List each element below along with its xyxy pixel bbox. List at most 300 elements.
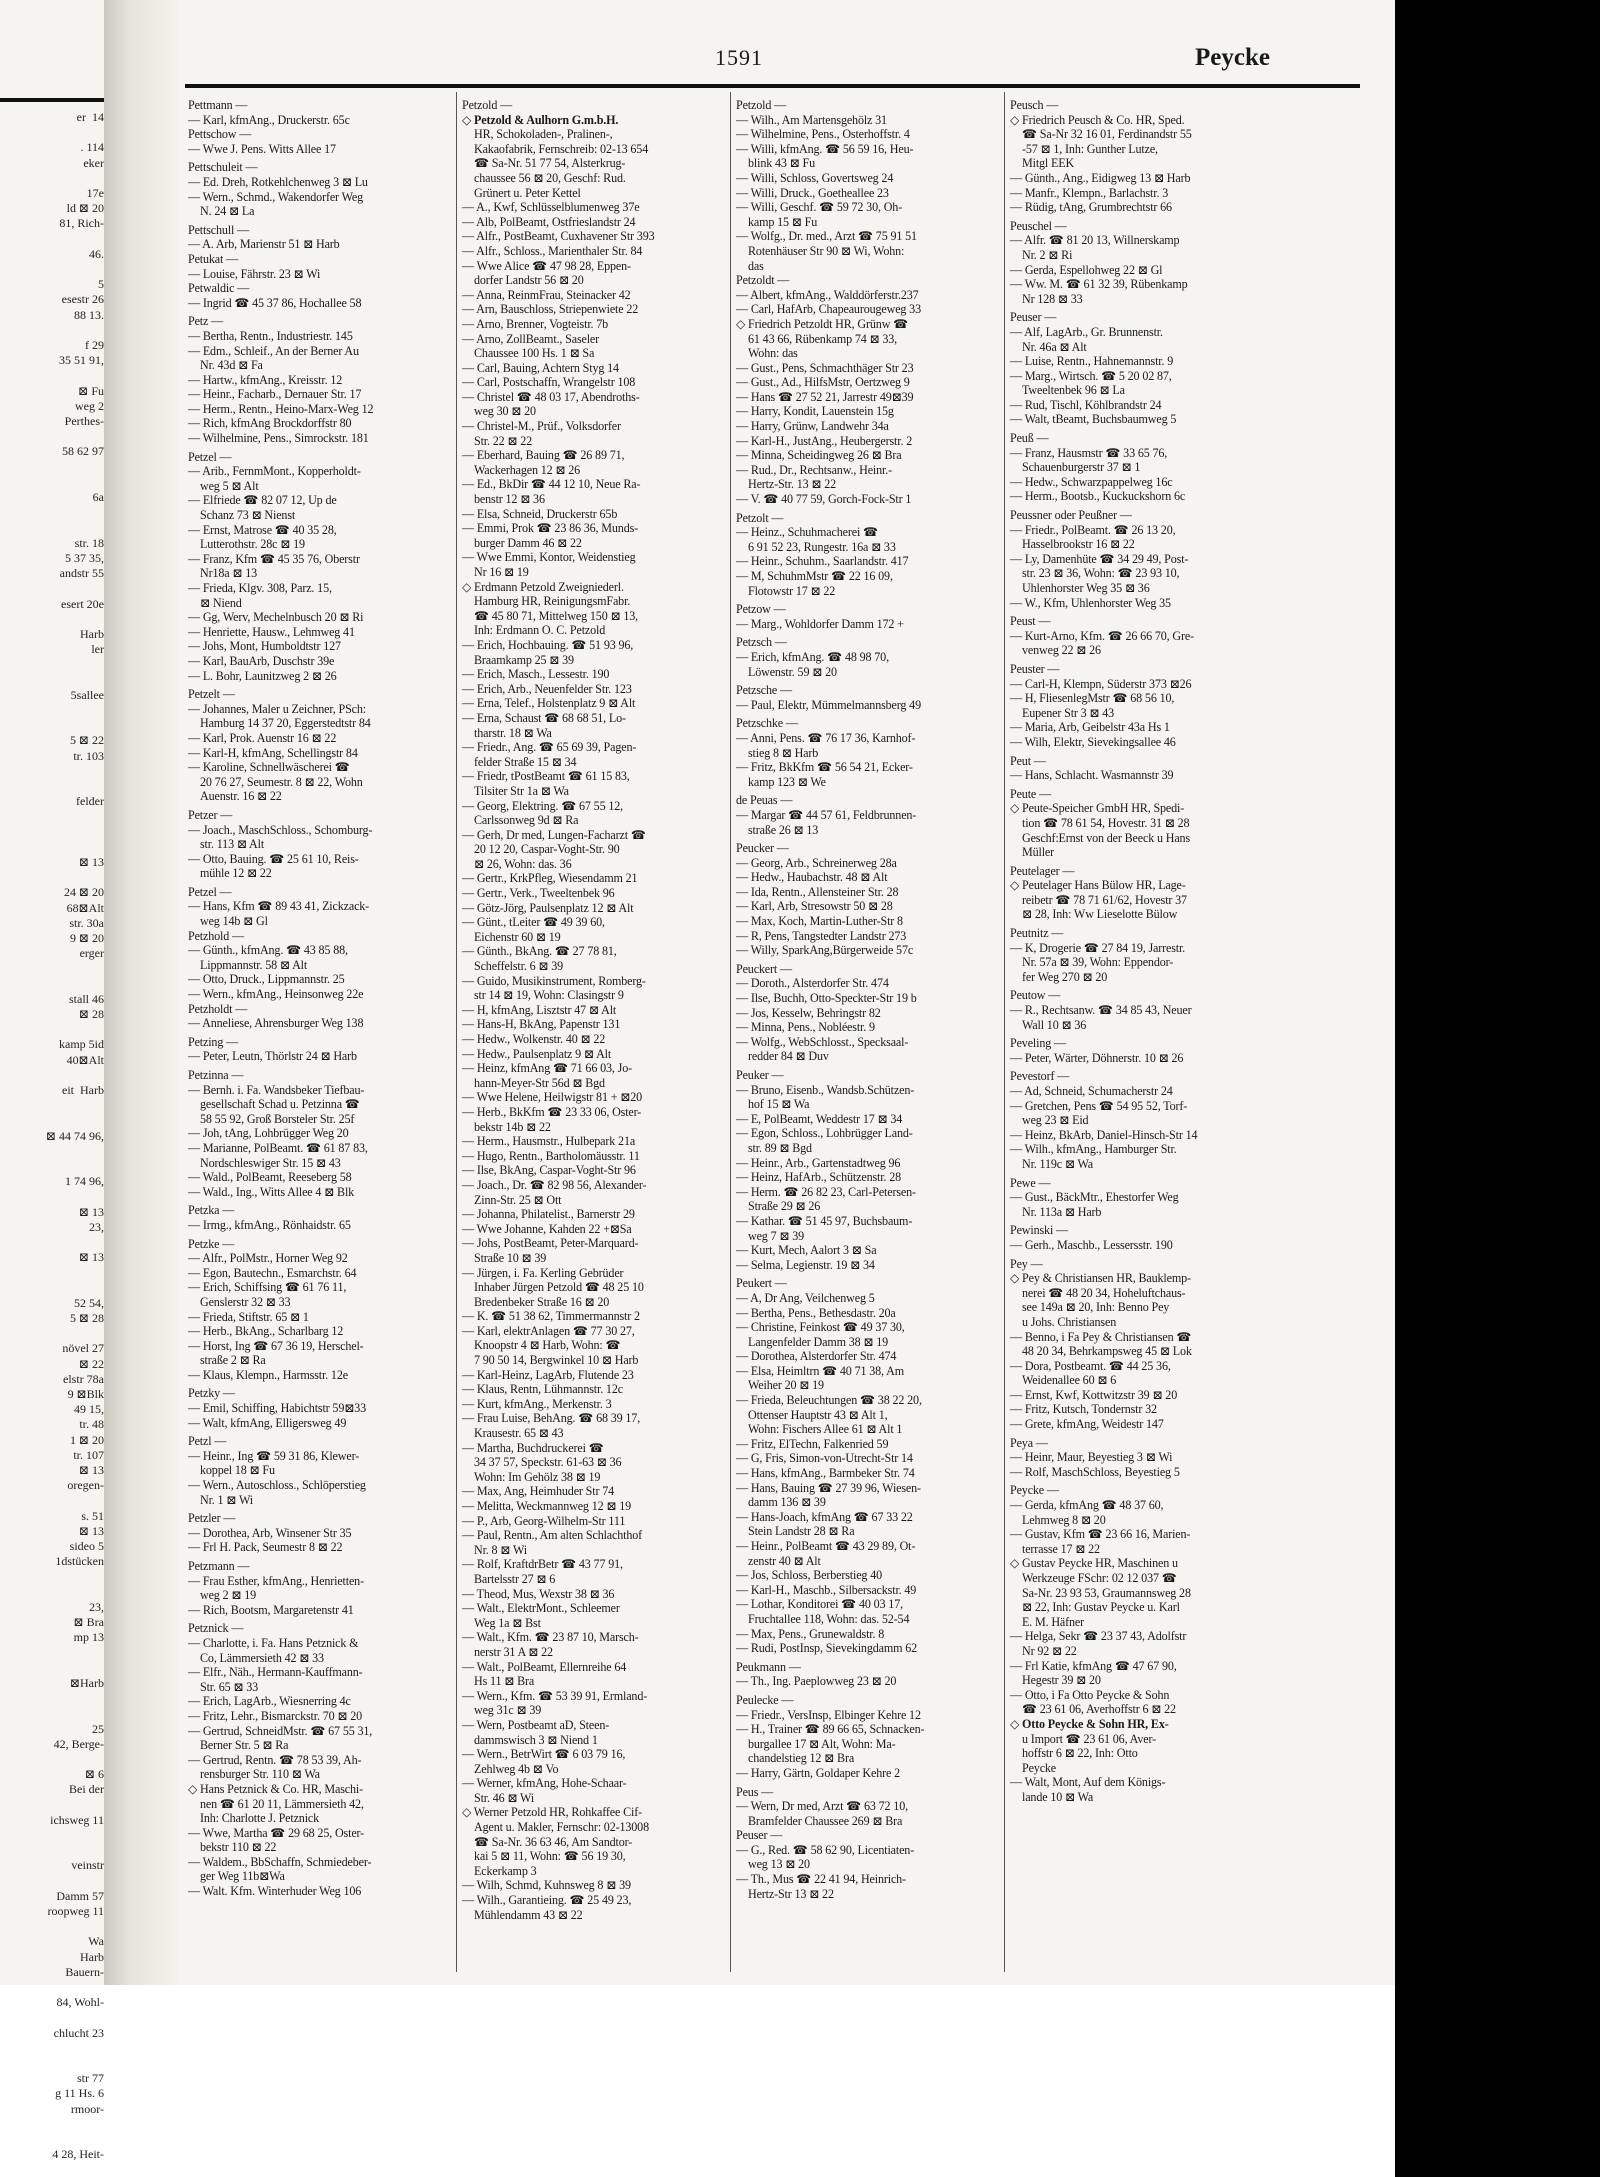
directory-entry-line: Peus — xyxy=(736,1784,774,1799)
directory-entry-line: — Dora, Postbeamt. ☎ 44 25 36, xyxy=(1010,1358,1171,1373)
directory-entry-line: Peya — xyxy=(1010,1435,1048,1450)
directory-entry-line: Tweeltenbek 96 ⊠ La xyxy=(1022,383,1125,398)
directory-entry-line: Uhlenhorster Weg 35 ⊠ 36 xyxy=(1022,581,1150,595)
directory-entry-line: — Günth., kfmAng. ☎ 43 85 88, xyxy=(188,943,348,958)
directory-entry-line: Grünert u. Peter Kettel xyxy=(474,185,581,200)
directory-entry-line: — V. ☎ 40 77 59, Gorch-Fock-Str 1 xyxy=(736,492,912,507)
directory-entry-line: Petzow — xyxy=(736,602,786,617)
directory-entry-line: mühle 12 ⊠ 22 xyxy=(200,866,272,881)
directory-entry-line: — Friedr, tPostBeamt ☎ 61 15 83, xyxy=(462,769,630,784)
scan-background-right xyxy=(1395,0,1600,2177)
directory-entry-line: -57 ⊠ 1, Inh: Gunther Lutze, xyxy=(1022,141,1158,156)
directory-entry-line: — Georg, Elektring. ☎ 67 55 12, xyxy=(462,798,624,813)
directory-entry-line: Bartelsstr 27 ⊠ 6 xyxy=(474,1571,556,1586)
directory-entry-line: Genslerstr 32 ⊠ 33 xyxy=(200,1294,291,1309)
directory-entry-line: Nr 128 ⊠ 33 xyxy=(1022,291,1083,306)
directory-entry-line: ⊠ 22, Inh: Gustav Peycke u. Karl xyxy=(1022,1600,1180,1615)
directory-entry-line: — Frl Katie, kfmAng ☎ 47 67 90, xyxy=(1010,1658,1177,1673)
directory-entry-line: — Gertr., Verk., Tweeltenbek 96 xyxy=(462,886,615,901)
directory-entry-line: — Wern., BetrWirt ☎ 6 03 79 16, xyxy=(462,1747,626,1762)
directory-entry-line: — Joach., MaschSchloss., Schomburg- xyxy=(188,822,373,837)
directory-entry-line: — Emil, Schiffing, Habichtstr 59⊠33 xyxy=(188,1401,366,1416)
directory-entry-line: — Fritz, ElTechn, Falkenried 59 xyxy=(736,1436,889,1451)
directory-entry-line: Werkzeuge FSchr: 02 12 037 ☎ xyxy=(1022,1571,1177,1585)
directory-entry-line: Petzka — xyxy=(188,1203,235,1218)
directory-entry-line: — Gg, Werv, Mechelnbusch 20 ⊠ Ri xyxy=(188,610,364,625)
directory-entry-line: — Paul, Rentn., Am alten Schlachthof xyxy=(462,1528,643,1543)
directory-entry-line: Pettmann — xyxy=(188,98,248,112)
directory-entry-line: ⊠ Niend xyxy=(200,595,242,610)
directory-entry-line: Ottenser Hauptstr 43 ⊠ Alt 1, xyxy=(748,1407,888,1422)
directory-entry-line: Petznick — xyxy=(188,1621,244,1636)
directory-entry-line: Nr. 119c ⊠ Wa xyxy=(1022,1156,1094,1171)
directory-entry-line: Petzing — xyxy=(188,1034,239,1049)
left-fragment-line: 1 ⊠ 20 xyxy=(69,1432,104,1447)
directory-entry-line: ◇ Petzold & Aulhorn G.m.b.H. xyxy=(462,112,619,127)
left-fragment-line xyxy=(0,657,104,672)
directory-entry-line: ◇ Friedrich Peusch & Co. HR, Sped. xyxy=(1010,112,1185,127)
left-fragment-line xyxy=(0,612,104,627)
directory-entry-line: — Gerh., Maschb., Lessersstr. 190 xyxy=(1010,1237,1173,1252)
directory-entry-line: Nr18a ⊠ 13 xyxy=(200,566,257,581)
directory-entry-line: — Heinr, Maur, Beyestieg 3 ⊠ Wi xyxy=(1010,1450,1173,1465)
directory-entry-line: — Gerh, Dr med, Lungen-Facharzt ☎ xyxy=(462,827,646,842)
directory-entry-line: — Heinr., Facharb., Dernauer Str. 17 xyxy=(188,387,362,402)
directory-entry-line: — Christine, Feinkost ☎ 49 37 30, xyxy=(736,1320,905,1335)
directory-entry-line: — Gertr., KrkPfleg, Wiesendamm 21 xyxy=(462,871,638,886)
directory-entry-line: Fruchtallee 118, Wohn: das. 52-54 xyxy=(748,1611,910,1626)
left-fragment-line xyxy=(0,825,104,840)
directory-entry-line: hoffstr 6 ⊠ 22, Inh: Otto xyxy=(1022,1746,1138,1761)
directory-entry-line: — Kathar. ☎ 51 45 97, Buchsbaum- xyxy=(736,1213,913,1228)
directory-entry-line: weg 30 ⊠ 20 xyxy=(474,404,536,419)
directory-entry-line: — Wilh., Garantieing. ☎ 25 49 23, xyxy=(462,1893,632,1908)
directory-entry-line: — H., Trainer ☎ 89 66 65, Schnacken- xyxy=(736,1722,925,1737)
left-fragment-line: 5 ⊠ 28 xyxy=(69,1311,104,1326)
directory-entry-line: Hegestr 39 ⊠ 20 xyxy=(1022,1673,1101,1688)
directory-entry-line: ☎ Sa-Nr 32 16 01, Ferdinandstr 55 xyxy=(1022,127,1192,142)
directory-entry-line: — Waldem., BbSchaffn, Schmiedeber- xyxy=(188,1854,372,1869)
directory-entry-line: Nordschleswiger Str. 15 ⊠ 43 xyxy=(200,1155,341,1170)
directory-entry-line: reibetr ☎ 78 71 61/62, Hovestr 37 xyxy=(1022,892,1187,907)
directory-entry-line: — Rich, Bootsm, Margaretenstr 41 xyxy=(188,1602,354,1617)
directory-entry-line: — Johs, PostBeamt, Peter-Marquard- xyxy=(462,1236,639,1251)
directory-entry-line: ◇ Peutelager Hans Bülow HR, Lage- xyxy=(1010,878,1186,893)
directory-entry-line: — Henriette, Hausw., Lehmweg 41 xyxy=(188,624,355,639)
directory-entry-line: benstr 12 ⊠ 36 xyxy=(474,492,545,507)
directory-entry-line: — Alfr. ☎ 81 20 13, Willnerskamp xyxy=(1010,233,1180,248)
left-fragment-line xyxy=(0,1159,104,1174)
directory-entry-line: — Erich, Masch., Lessestr. 190 xyxy=(462,667,610,682)
directory-entry-line: — Christel-M., Prüf., Volksdorfer xyxy=(462,419,621,434)
left-fragment-line: ⊠ 13 xyxy=(78,1204,104,1219)
left-fragment-line: ⊠ 13 xyxy=(78,1463,104,1478)
directory-entry-line: — Rolf, MaschSchloss, Beyestieg 5 xyxy=(1010,1464,1180,1479)
left-fragment-line: mp 13 xyxy=(73,1630,104,1645)
directory-entry-line: Weiher 20 ⊠ 19 xyxy=(748,1378,824,1393)
directory-entry-line: Petzoldt — xyxy=(736,273,790,288)
directory-entry-line: 20 76 27, Seumestr. 8 ⊠ 22, Wohn xyxy=(200,774,363,789)
directory-entry-line: — Frieda, Stiftstr. 65 ⊠ 1 xyxy=(188,1309,309,1324)
left-fragment-line xyxy=(0,125,104,140)
left-fragment-line: ⊠Harb xyxy=(69,1675,104,1690)
directory-entry-line: weg 2 ⊠ 19 xyxy=(200,1588,256,1603)
directory-entry-line: — Gertrud, Rentn. ☎ 78 53 39, Ah- xyxy=(188,1752,362,1767)
directory-entry-line: — Otto, i Fa Otto Peycke & Sohn xyxy=(1010,1687,1170,1702)
directory-entry-line: — Willi, Geschf. ☎ 59 72 30, Oh- xyxy=(736,200,903,215)
directory-entry-line: — Wern., Schmd., Wakendorfer Weg xyxy=(188,189,363,204)
directory-entry-line: — Lothar, Konditorei ☎ 40 03 17, xyxy=(736,1597,903,1612)
directory-entry-line: — Th., Mus ☎ 22 41 94, Heinrich- xyxy=(736,1872,906,1887)
directory-entry-line: Petzhold — xyxy=(188,928,244,943)
directory-entry-line: — Manfr., Klempn., Barlachstr. 3 xyxy=(1010,185,1169,200)
directory-entry-line: — Herm., Bootsb., Kuckuckshorn 6c xyxy=(1010,489,1186,504)
directory-entry-line: — Wilhelmine, Pens., Simrockstr. 181 xyxy=(188,431,369,446)
directory-entry-line: Berner Str. 5 ⊠ Ra xyxy=(200,1738,289,1753)
left-fragment-line: 9 ⊠Blk xyxy=(67,1387,104,1402)
left-fragment-line xyxy=(0,1798,104,1813)
directory-entry-line: — M, SchuhmMstr ☎ 22 16 09, xyxy=(736,569,893,583)
left-fragment-line xyxy=(0,1752,104,1767)
directory-entry-line: — Klaus, Klempn., Harmsstr. 12e xyxy=(188,1367,348,1382)
left-fragment-line xyxy=(0,2010,104,2025)
directory-entry-line: Eckerkamp 3 xyxy=(474,1863,537,1878)
left-fragment-line: növel 27 xyxy=(62,1341,104,1356)
directory-entry-line: — Karl, Prok. Auenstr 16 ⊠ 22 xyxy=(188,730,337,745)
directory-entry-line: ☎ 45 80 71, Mittelweg 150 ⊠ 13, xyxy=(474,608,638,623)
directory-entry-line: — Helga, Sekr ☎ 23 37 43, Adolfstr xyxy=(1010,1629,1187,1644)
directory-entry-line: kai 5 ⊠ 11, Wohn: ☎ 56 19 30, xyxy=(474,1849,626,1864)
directory-entry-line: Peut — xyxy=(1010,753,1046,768)
directory-entry-line: straße 2 ⊠ Ra xyxy=(200,1353,266,1368)
left-fragment-line xyxy=(0,673,104,688)
directory-entry-line: — Carl, Postschaffn, Wrangelstr 108 xyxy=(462,375,636,390)
directory-entry-line: — Willi, kfmAng. ☎ 56 59 16, Heu- xyxy=(736,141,914,156)
directory-entry-line: 34 37 57, Speckstr. 61-63 ⊠ 36 xyxy=(474,1455,622,1470)
directory-entry-line: — Ernst, Matrose ☎ 40 35 28, xyxy=(188,522,337,537)
directory-entry-line: kamp 123 ⊠ We xyxy=(748,774,826,789)
directory-column-2 xyxy=(462,98,724,1978)
directory-entry-line: — Joh, tAng, Lohbrügger Weg 20 xyxy=(188,1126,349,1141)
directory-entry-line: rensburger Str. 110 ⊠ Wa xyxy=(200,1767,320,1782)
directory-entry-line: — A. Arb, Marienstr 51 ⊠ Harb xyxy=(188,237,340,252)
directory-entry-line: — Erich, LagArb., Wiesnerring 4c xyxy=(188,1694,351,1709)
directory-entry-line: — Bertha, Pens., Bethesdastr. 20a xyxy=(736,1305,896,1320)
directory-entry-line: nen ☎ 61 20 11, Lämmersieth 42, xyxy=(200,1796,364,1811)
directory-entry-line: — Georg, Arb., Schreinerweg 28a xyxy=(736,855,897,870)
left-fragment-line xyxy=(0,460,104,475)
directory-entry-line: — Wern., kfmAng., Heinsonweg 22e xyxy=(188,987,364,1002)
directory-entry-line: tion ☎ 78 61 54, Hovestr. 31 ⊠ 28 xyxy=(1022,815,1190,830)
directory-entry-line: terrasse 17 ⊠ 22 xyxy=(1022,1541,1100,1556)
directory-entry-line: weg 31c ⊠ 39 xyxy=(474,1703,542,1718)
directory-entry-line: — Erna, Schaust ☎ 68 68 51, Lo- xyxy=(462,710,626,725)
directory-entry-line: — Carl-H, Klempn, Süderstr 373 ⊠26 xyxy=(1010,676,1192,691)
directory-entry-line: ☎ Sa-Nr. 51 77 54, Alsterkrug- xyxy=(474,156,626,171)
left-fragment-line xyxy=(0,1980,104,1995)
directory-entry-line: — Frieda, Klgv. 308, Parz. 15, xyxy=(188,581,332,595)
directory-entry-line: Peycke xyxy=(1022,1760,1057,1775)
directory-entry-line: Petwaldic — xyxy=(188,281,250,296)
directory-entry-line: Pey — xyxy=(1010,1256,1043,1271)
directory-entry-line: — Peter, Wärter, Döhnerstr. 10 ⊠ 26 xyxy=(1010,1050,1184,1065)
left-fragment-line: esestr 26 xyxy=(61,292,104,307)
directory-entry-line: Schanz 73 ⊠ Nienst xyxy=(200,508,296,523)
directory-entry-line: Str. 22 ⊠ 22 xyxy=(474,433,533,448)
directory-entry-line: — Hans, Schlacht. Wasmannstr 39 xyxy=(1010,768,1174,783)
directory-entry-line: — Gust., BäckMtr., Ehestorfer Weg xyxy=(1010,1190,1179,1205)
directory-entry-line: — Wald., Ing., Witts Allee 4 ⊠ Blk xyxy=(188,1184,355,1199)
directory-entry-line: — Marg., Wirtsch. ☎ 5 20 02 87, xyxy=(1010,368,1172,383)
directory-entry-line: — Ernst, Kwf, Kottwitzstr 39 ⊠ 20 xyxy=(1010,1387,1178,1402)
directory-entry-line: hann-Meyer-Str 56d ⊠ Bgd xyxy=(474,1075,605,1090)
directory-entry-line: — Friedr., PolBeamt. ☎ 26 13 20, xyxy=(1010,522,1176,537)
directory-entry-line: — Heinr., PolBeamt ☎ 43 29 89, Ot- xyxy=(736,1539,916,1553)
directory-entry-line: Inhaber Jürgen Petzold ☎ 48 25 10 xyxy=(474,1280,644,1295)
directory-entry-line: — Wern, Dr med, Arzt ☎ 63 72 10, xyxy=(736,1799,908,1814)
directory-entry-line: Weg 1a ⊠ Bst xyxy=(474,1615,541,1630)
left-fragment-line: ⊠ Bra xyxy=(73,1615,104,1630)
directory-entry-line: — Wilh, Elektr, Sievekingsallee 46 xyxy=(1010,734,1176,749)
directory-entry-line: — Max, Koch, Martin-Luther-Str 8 xyxy=(736,914,903,929)
directory-entry-line: Hasselbrookstr 16 ⊠ 22 xyxy=(1022,537,1135,552)
directory-entry-line: Peukmann — xyxy=(736,1659,801,1674)
directory-entry-line: — Heinr., Arb., Gartenstadtweg 96 xyxy=(736,1155,901,1170)
directory-entry-line: — Harry, Gärtn, Goldaper Kehre 2 xyxy=(736,1765,900,1780)
directory-entry-line: — Jürgen, i. Fa. Kerling Gebrüder xyxy=(462,1265,624,1280)
directory-entry-line: Co, Lämmersieth 42 ⊠ 33 xyxy=(200,1650,324,1665)
directory-entry-line: — Karl, BauArb, Duschstr 39e xyxy=(188,653,335,668)
directory-entry-line: weg 5 ⊠ Alt xyxy=(200,478,259,493)
directory-entry-line: weg 23 ⊠ Eid xyxy=(1022,1113,1089,1128)
directory-entry-line: Bramfelder Chaussee 269 ⊠ Bra xyxy=(748,1813,903,1828)
left-fragment-line: 23, xyxy=(89,1219,104,1234)
directory-entry-line: Schauenburgerstr 37 ⊠ 1 xyxy=(1022,460,1141,475)
directory-entry-line: — Minna, Scheidingweg 26 ⊠ Bra xyxy=(736,448,902,463)
left-fragment-line: Harb xyxy=(80,626,104,641)
left-fragment-line xyxy=(0,2117,104,2132)
directory-entry-line: — Hans, Bauing ☎ 27 39 96, Wiesen- xyxy=(736,1480,921,1495)
left-fragment-line: 6a xyxy=(92,490,104,505)
left-fragment-line: Perthes- xyxy=(64,414,104,429)
directory-entry-line: — Martha, Buchdruckerei ☎ xyxy=(462,1440,604,1455)
left-fragment-line: str. 18 xyxy=(74,535,104,550)
left-fragment-line: er 14 xyxy=(76,110,104,124)
directory-entry-line: — Wwe, Martha ☎ 29 68 25, Oster- xyxy=(188,1825,365,1840)
directory-entry-line: Nr. 8 ⊠ Wi xyxy=(474,1542,527,1557)
directory-entry-line: — Johs, Mont, Humboldtstr 127 xyxy=(188,639,341,654)
left-fragment-line xyxy=(0,1843,104,1858)
directory-entry-line: — Wwe Helene, Heilwigstr 81 + ⊠20 xyxy=(462,1090,643,1105)
directory-entry-line: chaussee 56 ⊠ 20, Geschf: Rud. xyxy=(474,170,626,185)
column-divider xyxy=(730,92,731,1972)
directory-entry-line: — Rich, kfmAng Brockdorffstr 80 xyxy=(188,416,352,431)
left-fragment-line: veinstr xyxy=(71,1858,104,1873)
left-fragment-line xyxy=(0,2056,104,2071)
directory-entry-line: — Ilse, Buchh, Otto-Speckter-Str 19 b xyxy=(736,991,917,1006)
directory-entry-line: — Willi, Druck., Goetheallee 23 xyxy=(736,185,889,200)
directory-entry-line: N. 24 ⊠ La xyxy=(200,204,255,219)
left-fragment-line: oregen- xyxy=(67,1478,104,1493)
directory-entry-line: — Willi, Schloss, Govertsweg 24 xyxy=(736,170,894,185)
directory-entry-line: Nr. 2 ⊠ Ri xyxy=(1022,247,1073,262)
directory-entry-line: Zehlweg 4b ⊠ Vo xyxy=(474,1761,559,1776)
directory-entry-line: — Hans-Joach, kfmAng ☎ 67 33 22 xyxy=(736,1509,913,1524)
directory-entry-line: — Heinz, kfmAng ☎ 71 66 03, Jo- xyxy=(462,1061,632,1076)
directory-entry-line: — Hedw., Wolkenstr. 40 ⊠ 22 xyxy=(462,1032,606,1046)
directory-entry-line: — Friedr., VersInsp, Elbinger Kehre 12 xyxy=(736,1707,921,1722)
left-fragment-line: Bauern- xyxy=(65,1964,104,1979)
left-fragment-line xyxy=(0,840,104,855)
left-fragment-line xyxy=(0,809,104,824)
directory-entry-line: Braamkamp 25 ⊠ 39 xyxy=(474,652,574,667)
directory-entry-line: Nr. 113a ⊠ Harb xyxy=(1022,1204,1102,1219)
left-fragment-line: s. 51 xyxy=(81,1508,104,1523)
directory-entry-line: Hamburg HR, ReinigungsmFabr. xyxy=(474,594,631,609)
directory-entry-line: — Ed., BkDir ☎ 44 12 10, Neue Ra- xyxy=(462,477,641,492)
directory-entry-line: — Irmg., kfmAng., Rönhaidstr. 65 xyxy=(188,1217,351,1232)
directory-entry-line: ◇ Friedrich Petzoldt HR, Grünw ☎ xyxy=(736,316,909,331)
directory-entry-line: Petzelt — xyxy=(188,687,235,702)
directory-entry-line: Hamburg 14 37 20, Eggerstedtstr 84 xyxy=(200,716,371,731)
left-fragment-line xyxy=(0,1691,104,1706)
left-fragment-line: 81, Rich- xyxy=(59,216,104,231)
directory-entry-line: Stein Landstr 28 ⊠ Ra xyxy=(748,1524,855,1539)
directory-entry-line: lande 10 ⊠ Wa xyxy=(1022,1789,1094,1804)
directory-entry-line: — Alfr., PolMstr., Horner Weg 92 xyxy=(188,1251,348,1266)
directory-entry-line: — Karl, kfmAng., Druckerstr. 65c xyxy=(188,112,350,127)
directory-entry-line: — Hans-H, BkAng, Papenstr 131 xyxy=(462,1017,621,1032)
directory-entry-line: — Alb, PolBeamt, Ostfrieslandstr 24 xyxy=(462,214,636,229)
left-fragment-line xyxy=(0,520,104,535)
directory-entry-line: — Guido, Musikinstrument, Romberg- xyxy=(462,973,646,988)
directory-entry-line: — Karl-Heinz, LagArb, Flutende 23 xyxy=(462,1367,634,1382)
directory-entry-line: — Günt., tLeiter ☎ 49 39 60, xyxy=(462,915,605,930)
directory-entry-line: — Hedw., Haubachstr. 48 ⊠ Alt xyxy=(736,870,888,885)
directory-entry-line: — Heinr., Schuhm., Saarlandstr. 417 xyxy=(736,554,909,569)
directory-entry-line: — Ly, Damenhüte ☎ 34 29 49, Post- xyxy=(1010,551,1189,566)
left-fragment-line: tr. 48 xyxy=(79,1417,104,1432)
left-fragment-line: stall 46 xyxy=(69,991,104,1006)
directory-entry-line: — Elfr., Näh., Hermann-Kauffmann- xyxy=(188,1665,363,1680)
directory-entry-line: — Elsa, Heimltrn ☎ 40 71 38, Am xyxy=(736,1363,904,1378)
directory-entry-line: — Arno, Brenner, Vogteistr. 7b xyxy=(462,316,609,331)
directory-entry-line: Pewe — xyxy=(1010,1175,1051,1190)
directory-entry-line: — Walt, Mont, Auf dem Königs- xyxy=(1010,1775,1166,1790)
directory-entry-line: — Hartw., kfmAng., Kreisstr. 12 xyxy=(188,372,343,387)
left-fragment-line xyxy=(0,505,104,520)
directory-entry-line: — Hans, kfmAng., Barmbeker Str. 74 xyxy=(736,1466,915,1481)
left-fragment-line xyxy=(0,764,104,779)
directory-entry-line: — Herm. ☎ 26 82 23, Carl-Petersen- xyxy=(736,1184,916,1199)
directory-entry-line: — Johanna, Philatelist., Barnerstr 29 xyxy=(462,1207,635,1222)
left-fragment-line xyxy=(0,2132,104,2147)
directory-entry-line: Krausestr. 65 ⊠ 43 xyxy=(474,1426,564,1441)
directory-entry-line: — Harry, Kondit, Lauenstein 15g xyxy=(736,404,894,419)
directory-entry-line: nerei ☎ 48 20 34, Hoheluftchaus- xyxy=(1022,1285,1186,1300)
directory-entry-line: — Heinr., Ing ☎ 59 31 86, Klewer- xyxy=(188,1448,360,1463)
directory-entry-line: 48 20 34, Behrkampsweg 45 ⊠ Lok xyxy=(1022,1344,1192,1359)
left-fragment-line: ⊠ Fu xyxy=(78,383,104,398)
left-fragment-line: g 11 Hs. 6 xyxy=(55,2086,104,2101)
left-fragment-line: 84, Wohl- xyxy=(56,1995,104,2010)
directory-entry-line: — Wilh., kfmAng., Hamburger Str. xyxy=(1010,1142,1177,1157)
directory-entry-line: — Ed. Dreh, Rotkehlchenweg 3 ⊠ Lu xyxy=(188,174,368,189)
directory-entry-line: Nr. 43d ⊠ Fa xyxy=(200,358,263,373)
directory-entry-line: — Heinz., Schuhmacherei ☎ xyxy=(736,525,878,540)
left-fragment-line: 49 15, xyxy=(74,1402,104,1417)
directory-entry-line: Nr. 46a ⊠ Alt xyxy=(1022,339,1087,354)
directory-entry-line: — Herm., Hausmstr., Hulbepark 21a xyxy=(462,1134,636,1149)
directory-entry-line: — Charlotte, i. Fa. Hans Petznick & xyxy=(188,1635,359,1650)
directory-entry-line: — Ilse, BkAng, Caspar-Voght-Str 96 xyxy=(462,1163,636,1178)
directory-entry-line: Hertz-Str. 13 ⊠ 22 xyxy=(748,477,837,492)
directory-entry-line: — Willy, SparkAng,Bürgerweide 57c xyxy=(736,943,914,958)
directory-entry-line: — Gertrud, SchneidMstr. ☎ 67 55 31, xyxy=(188,1723,373,1738)
directory-entry-line: Mitgl EEK xyxy=(1022,156,1075,171)
directory-entry-line: — Wwe J. Pens. Witts Allee 17 xyxy=(188,141,336,156)
directory-entry-line: — Friedr., Ang. ☎ 65 69 39, Pagen- xyxy=(462,740,637,755)
left-fragment-line xyxy=(0,1706,104,1721)
directory-entry-line: ◇ Gustav Peycke HR, Maschinen u xyxy=(1010,1556,1178,1571)
directory-entry-line: — Wald., PolBeamt, Reeseberg 58 xyxy=(188,1170,352,1185)
directory-entry-line: — Rud, Tischl, Köhlbrandstr 24 xyxy=(1010,397,1162,412)
directory-entry-line: — Walt, tBeamt, Buchsbaumweg 5 xyxy=(1010,412,1177,427)
left-fragment-line xyxy=(0,779,104,794)
left-fragment-line xyxy=(0,1068,104,1083)
directory-entry-line: — Karoline, Schnellwäscherei ☎ xyxy=(188,760,350,775)
directory-entry-line: Kakaofabrik, Fernschreib: 02-13 654 xyxy=(474,141,649,156)
book-spine-shadow xyxy=(104,0,178,1985)
directory-entry-line: — Wilh, Schmd, Kuhnsweg 8 ⊠ 39 xyxy=(462,1878,631,1893)
directory-entry-line: — Rud., Dr., Rechtsanw., Heinr.- xyxy=(736,462,892,477)
directory-entry-line: — Hedw., Paulsenplatz 9 ⊠ Alt xyxy=(462,1046,612,1061)
left-fragment-line xyxy=(0,1144,104,1159)
left-fragment-line: . 114 xyxy=(80,140,104,155)
directory-entry-line: — Ingrid ☎ 45 37 86, Hochallee 58 xyxy=(188,295,362,310)
directory-entry-line: — Fritz, BkKfm ☎ 56 54 21, Ecker- xyxy=(736,760,913,775)
left-fragment-line xyxy=(0,429,104,444)
directory-entry-line: Agent u. Makler, Fernschr: 02-13008 xyxy=(474,1820,649,1835)
directory-entry-line: — Grete, kfmAng, Weidestr 147 xyxy=(1010,1417,1164,1432)
left-fragment-line: 5sallee xyxy=(70,687,104,702)
directory-entry-line: — Erich, kfmAng. ☎ 48 98 70, xyxy=(736,649,889,664)
left-fragment-line: Damm 57 xyxy=(56,1888,104,1903)
directory-entry-line: Inh: Erdmann O. C. Petzold xyxy=(474,623,606,638)
directory-entry-line: ☎ 23 61 06, Averhoffstr 6 ⊠ 22 xyxy=(1022,1702,1176,1717)
directory-entry-line: — Eberhard, Bauing ☎ 26 89 71, xyxy=(462,448,625,463)
directory-entry-line: — Wolfg., WebSchlosst., Specksaal- xyxy=(736,1034,909,1049)
left-fragment-line: ⊠ 22 xyxy=(78,1356,104,1371)
left-fragment-line: 58 62 97 xyxy=(62,444,104,459)
directory-entry-line: Nr. 57a ⊠ 39, Wohn: Eppendor- xyxy=(1022,955,1174,970)
left-fragment-line xyxy=(0,2041,104,2056)
directory-entry-line: Lippmannstr. 58 ⊠ Alt xyxy=(200,957,308,972)
left-fragment-line: kamp 5id xyxy=(59,1037,104,1052)
directory-entry-line: Petzky — xyxy=(188,1386,235,1401)
directory-entry-line: — Luise, Rentn., Hahnemannstr. 9 xyxy=(1010,354,1174,369)
directory-entry-line: — Marianne, PolBeamt. ☎ 61 87 83, xyxy=(188,1140,368,1155)
directory-entry-line: — Alfr., PostBeamt, Cuxhavener Str 393 xyxy=(462,229,655,244)
directory-entry-line: venweg 22 ⊠ 26 xyxy=(1022,643,1101,658)
directory-entry-line: Zinn-Str. 25 ⊠ Ott xyxy=(474,1192,562,1207)
directory-entry-line: — A, Dr Ang, Veilchenweg 5 xyxy=(736,1290,875,1305)
directory-entry-line: — Heinz, HafArb., Schützenstr. 28 xyxy=(736,1170,901,1185)
directory-entry-line: Pettschow — xyxy=(188,127,252,142)
directory-entry-line: Peutnitz — xyxy=(1010,926,1064,941)
directory-entry-line: — Gerda, kfmAng ☎ 48 37 60, xyxy=(1010,1498,1164,1513)
directory-entry-line: ◇ Otto Peycke & Sohn HR, Ex- xyxy=(1010,1716,1169,1731)
